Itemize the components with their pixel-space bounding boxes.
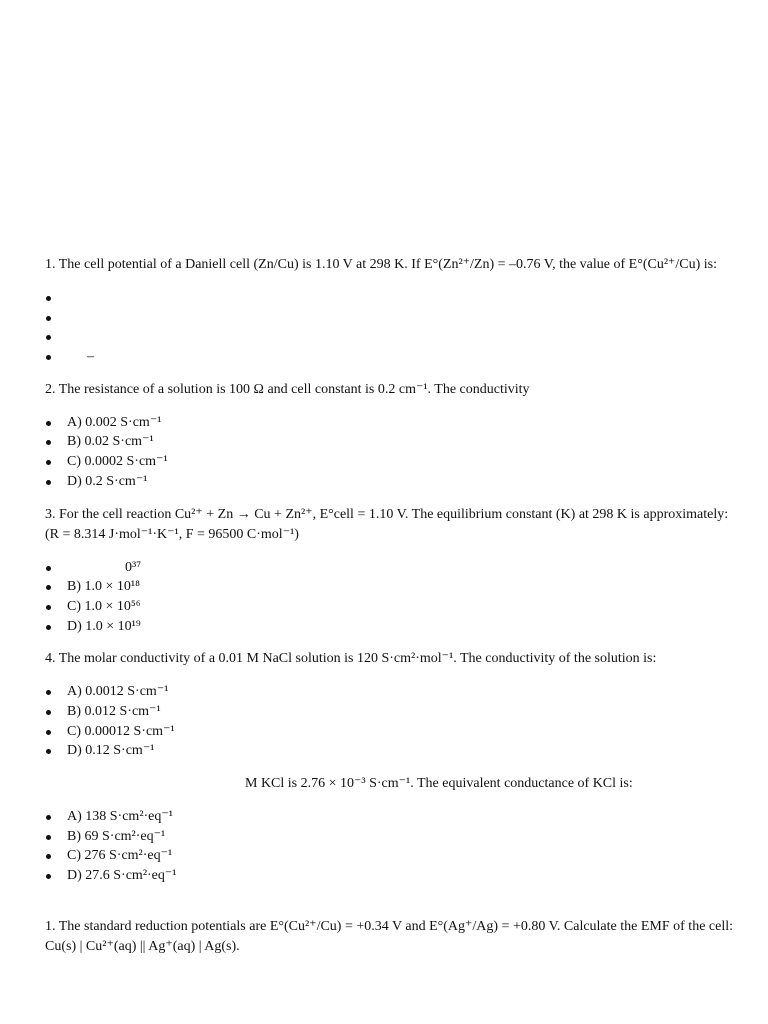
list-item: C) 0.00012 S·cm⁻¹ — [45, 722, 735, 742]
list-item: A) 0.0012 S·cm⁻¹ — [45, 682, 735, 702]
list-item — [45, 288, 735, 308]
list-item — [45, 327, 735, 347]
question-5-options — [45, 807, 735, 886]
question-3-text — [45, 505, 735, 545]
list-item — [45, 308, 735, 328]
list-item: C) 276 S·cm²·eq⁻¹ — [45, 846, 735, 866]
list-item: B) 0.012 S·cm⁻¹ — [45, 702, 735, 722]
question-4-options — [45, 682, 735, 761]
list-item: C) 1.0 × 10⁵⁶ — [45, 597, 735, 617]
list-item: A) 138 S·cm²·eq⁻¹ — [45, 807, 735, 827]
list-item — [45, 347, 735, 367]
option-fragment: 0³⁷ — [125, 559, 142, 575]
question-1-options — [45, 288, 735, 367]
problem-1-line-2: Cu(s) | Cu²⁺(aq) || Ag⁺(aq) | Ag(s). — [45, 938, 240, 954]
problem-1-line-1: 1. The standard reduction potentials are E°(Cu²⁺/Cu) = +0.34 V and E°(Ag⁺/Ag) = +0.80 V. Calculate the EMF of the cell: — [45, 918, 734, 934]
question-2-text: 2. The resistance of a solution is 100 Ω and cell constant is 0.2 cm⁻¹. The conductivity — [45, 381, 530, 397]
list-item: D) 1.0 × 10¹⁹ — [45, 617, 735, 637]
question-1-text: 1. The cell potential of a Daniell cell (Zn/Cu) is 1.10 V at 298 K. If E°(Zn²⁺/Zn) = –0.76 V, the value of E°(Cu²⁺/Cu) is: — [45, 257, 718, 272]
question-5-fragment: M KCl is 2.76 × 10⁻³ S·cm⁻¹. The equivalent conductance of KCl is: — [245, 776, 633, 791]
option-dash: – — [87, 349, 94, 365]
problem-1-text — [45, 917, 735, 957]
question-2-options — [45, 413, 735, 492]
list-item: D) 0.2 S·cm⁻¹ — [45, 472, 735, 492]
list-item: D) 0.12 S·cm⁻¹ — [45, 741, 735, 761]
question-4-text: 4. The molar conductivity of a 0.01 M NaCl solution is 120 S·cm²·mol⁻¹. The conductivity of the solution is: — [45, 651, 657, 667]
list-item: D) 27.6 S·cm²·eq⁻¹ — [45, 866, 735, 886]
list-item: C) 0.0002 S·cm⁻¹ — [45, 452, 735, 472]
list-item: B) 69 S·cm²·eq⁻¹ — [45, 827, 735, 847]
question-5-text — [45, 774, 735, 794]
list-item: B) 1.0 × 10¹⁸ — [45, 577, 735, 597]
section-spacer — [45, 899, 735, 917]
question-3-options — [45, 558, 735, 637]
list-item: B) 0.02 S·cm⁻¹ — [45, 432, 735, 452]
list-item: A) 0.002 S·cm⁻¹ — [45, 413, 735, 433]
list-item — [45, 558, 735, 578]
document-page — [45, 255, 735, 957]
question-3-line-1: 3. For the cell reaction Cu²⁺ + Zn → Cu + Zn²⁺, E°cell = 1.10 V. The equilibrium constant (K) at 298 K is approximately: — [45, 506, 729, 522]
question-3-line-2: (R = 8.314 J·mol⁻¹·K⁻¹, F = 96500 C·mol⁻¹) — [45, 526, 299, 542]
